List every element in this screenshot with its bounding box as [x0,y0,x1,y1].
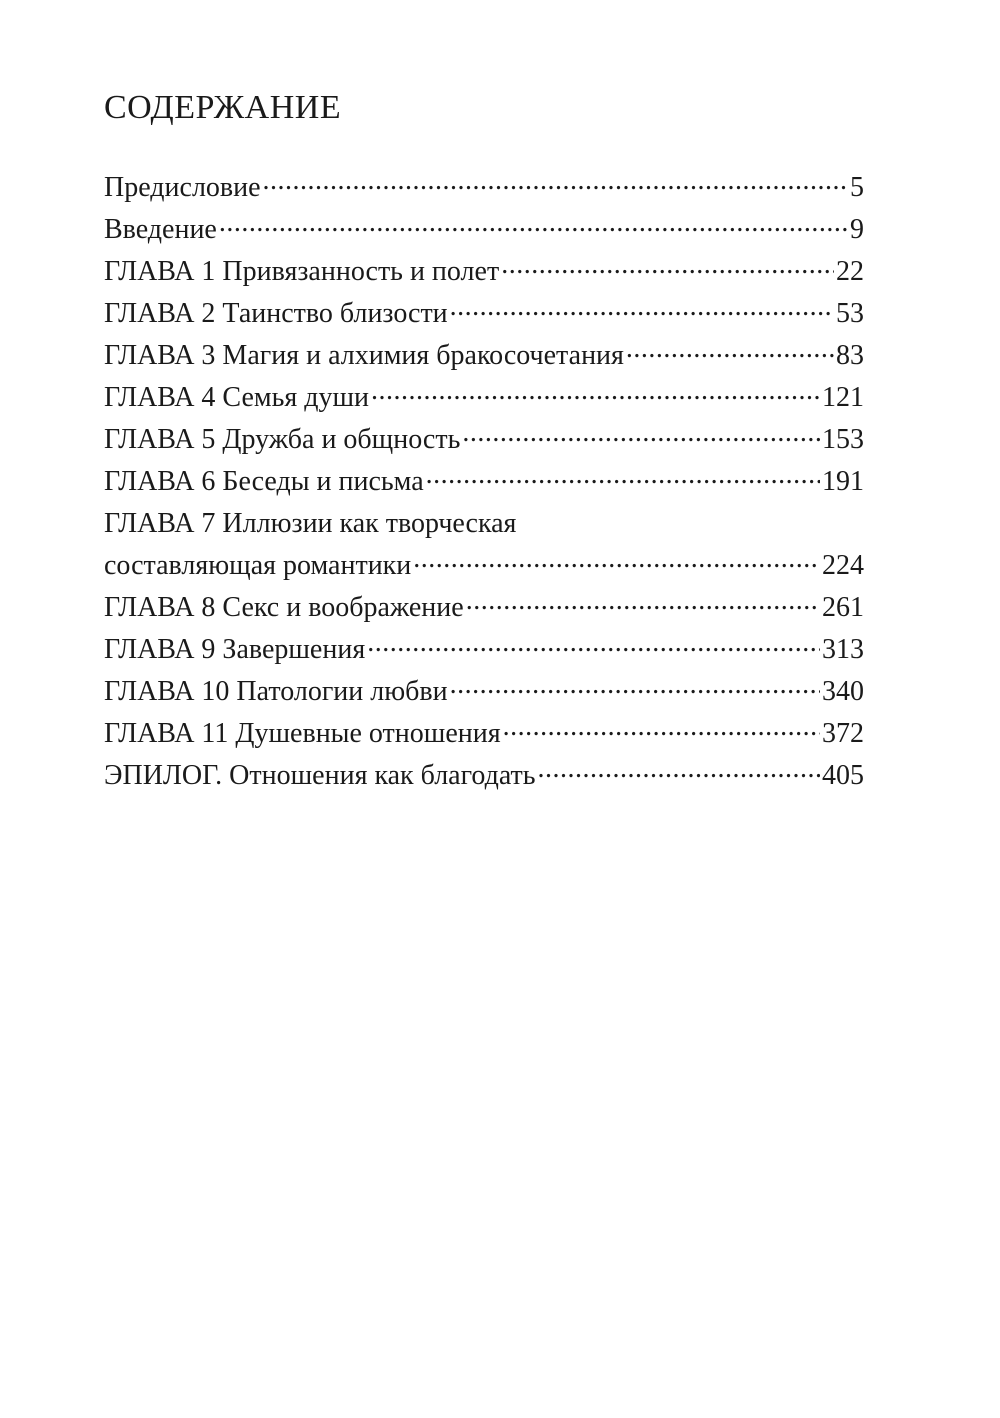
dot-leader [503,714,820,742]
dot-leader [626,336,834,364]
dot-leader [462,420,820,448]
page-title: СОДЕРЖАНИЕ [104,89,342,126]
toc-entry-chapter-2[interactable] [104,293,864,335]
toc-entry-chapter-10[interactable] [104,671,864,713]
dot-leader [371,378,820,406]
toc-entry-label: составляющая романтики [104,549,412,581]
dot-leader [450,672,820,700]
dot-leader [413,546,820,574]
toc-entry-chapter-4[interactable] [104,377,864,419]
toc-entry-label: ГЛАВА 4 Семья души [104,381,370,413]
toc-entry-page: 340 [822,675,864,707]
toc-entry-page: 153 [822,423,864,455]
toc-entry-chapter-11[interactable] [104,713,864,755]
toc-list [104,167,864,797]
dot-leader [219,210,848,238]
dot-leader [501,252,834,280]
toc-entry-preface[interactable] [104,167,864,209]
dot-leader [466,588,820,616]
toc-entry-chapter-5[interactable] [104,419,864,461]
toc-entry-label: Предисловие [104,171,261,203]
toc-entry-page: 313 [822,633,864,665]
toc-entry-chapter-1[interactable] [104,251,864,293]
toc-entry-chapter-6[interactable] [104,461,864,503]
toc-entry-chapter-8[interactable] [104,587,864,629]
toc-entry-chapter-7[interactable] [104,503,864,587]
toc-entry-page: 405 [822,759,864,791]
dot-leader [426,462,820,490]
dot-leader [367,630,820,658]
toc-entry-page: 5 [850,171,864,203]
toc-entry-label: Введение [104,213,217,245]
toc-entry-label: ГЛАВА 1 Привязанность и полет [104,255,500,287]
toc-entry-page: 191 [822,465,864,497]
toc-entry-label: ГЛАВА 5 Дружба и общность [104,423,461,455]
toc-entry-label-line1: ГЛАВА 7 Иллюзии как творческая [104,507,517,539]
toc-entry-introduction[interactable] [104,209,864,251]
toc-entry-page: 224 [822,549,864,581]
toc-entry-label: ГЛАВА 2 Таинство близости [104,297,448,329]
toc-entry-page: 53 [836,297,864,329]
toc-entry-page: 22 [836,255,864,287]
toc-entry-chapter-3[interactable] [104,335,864,377]
dot-leader [450,294,834,322]
dot-leader [263,168,848,196]
toc-entry-label: ГЛАВА 6 Беседы и письма [104,465,424,497]
toc-entry-page: 121 [822,381,864,413]
toc-entry-label: ГЛАВА 10 Патологии любви [104,675,448,707]
toc-page [104,88,864,797]
toc-entry-label: ГЛАВА 8 Секс и воображение [104,591,464,623]
toc-entry-page: 372 [822,717,864,749]
toc-entry-label: ГЛАВА 3 Магия и алхимия бракосочетания [104,339,624,371]
toc-entry-label: ГЛАВА 9 Завершения [104,633,366,665]
toc-entry-label: ЭПИЛОГ. Отношения как благодать [104,759,536,791]
toc-entry-chapter-9[interactable] [104,629,864,671]
toc-entry-label: ГЛАВА 11 Душевные отношения [104,717,501,749]
toc-entry-epilogue[interactable] [104,755,864,797]
toc-entry-page: 9 [850,213,864,245]
toc-entry-page: 261 [822,591,864,623]
toc-entry-page: 83 [836,339,864,371]
dot-leader [538,756,820,784]
